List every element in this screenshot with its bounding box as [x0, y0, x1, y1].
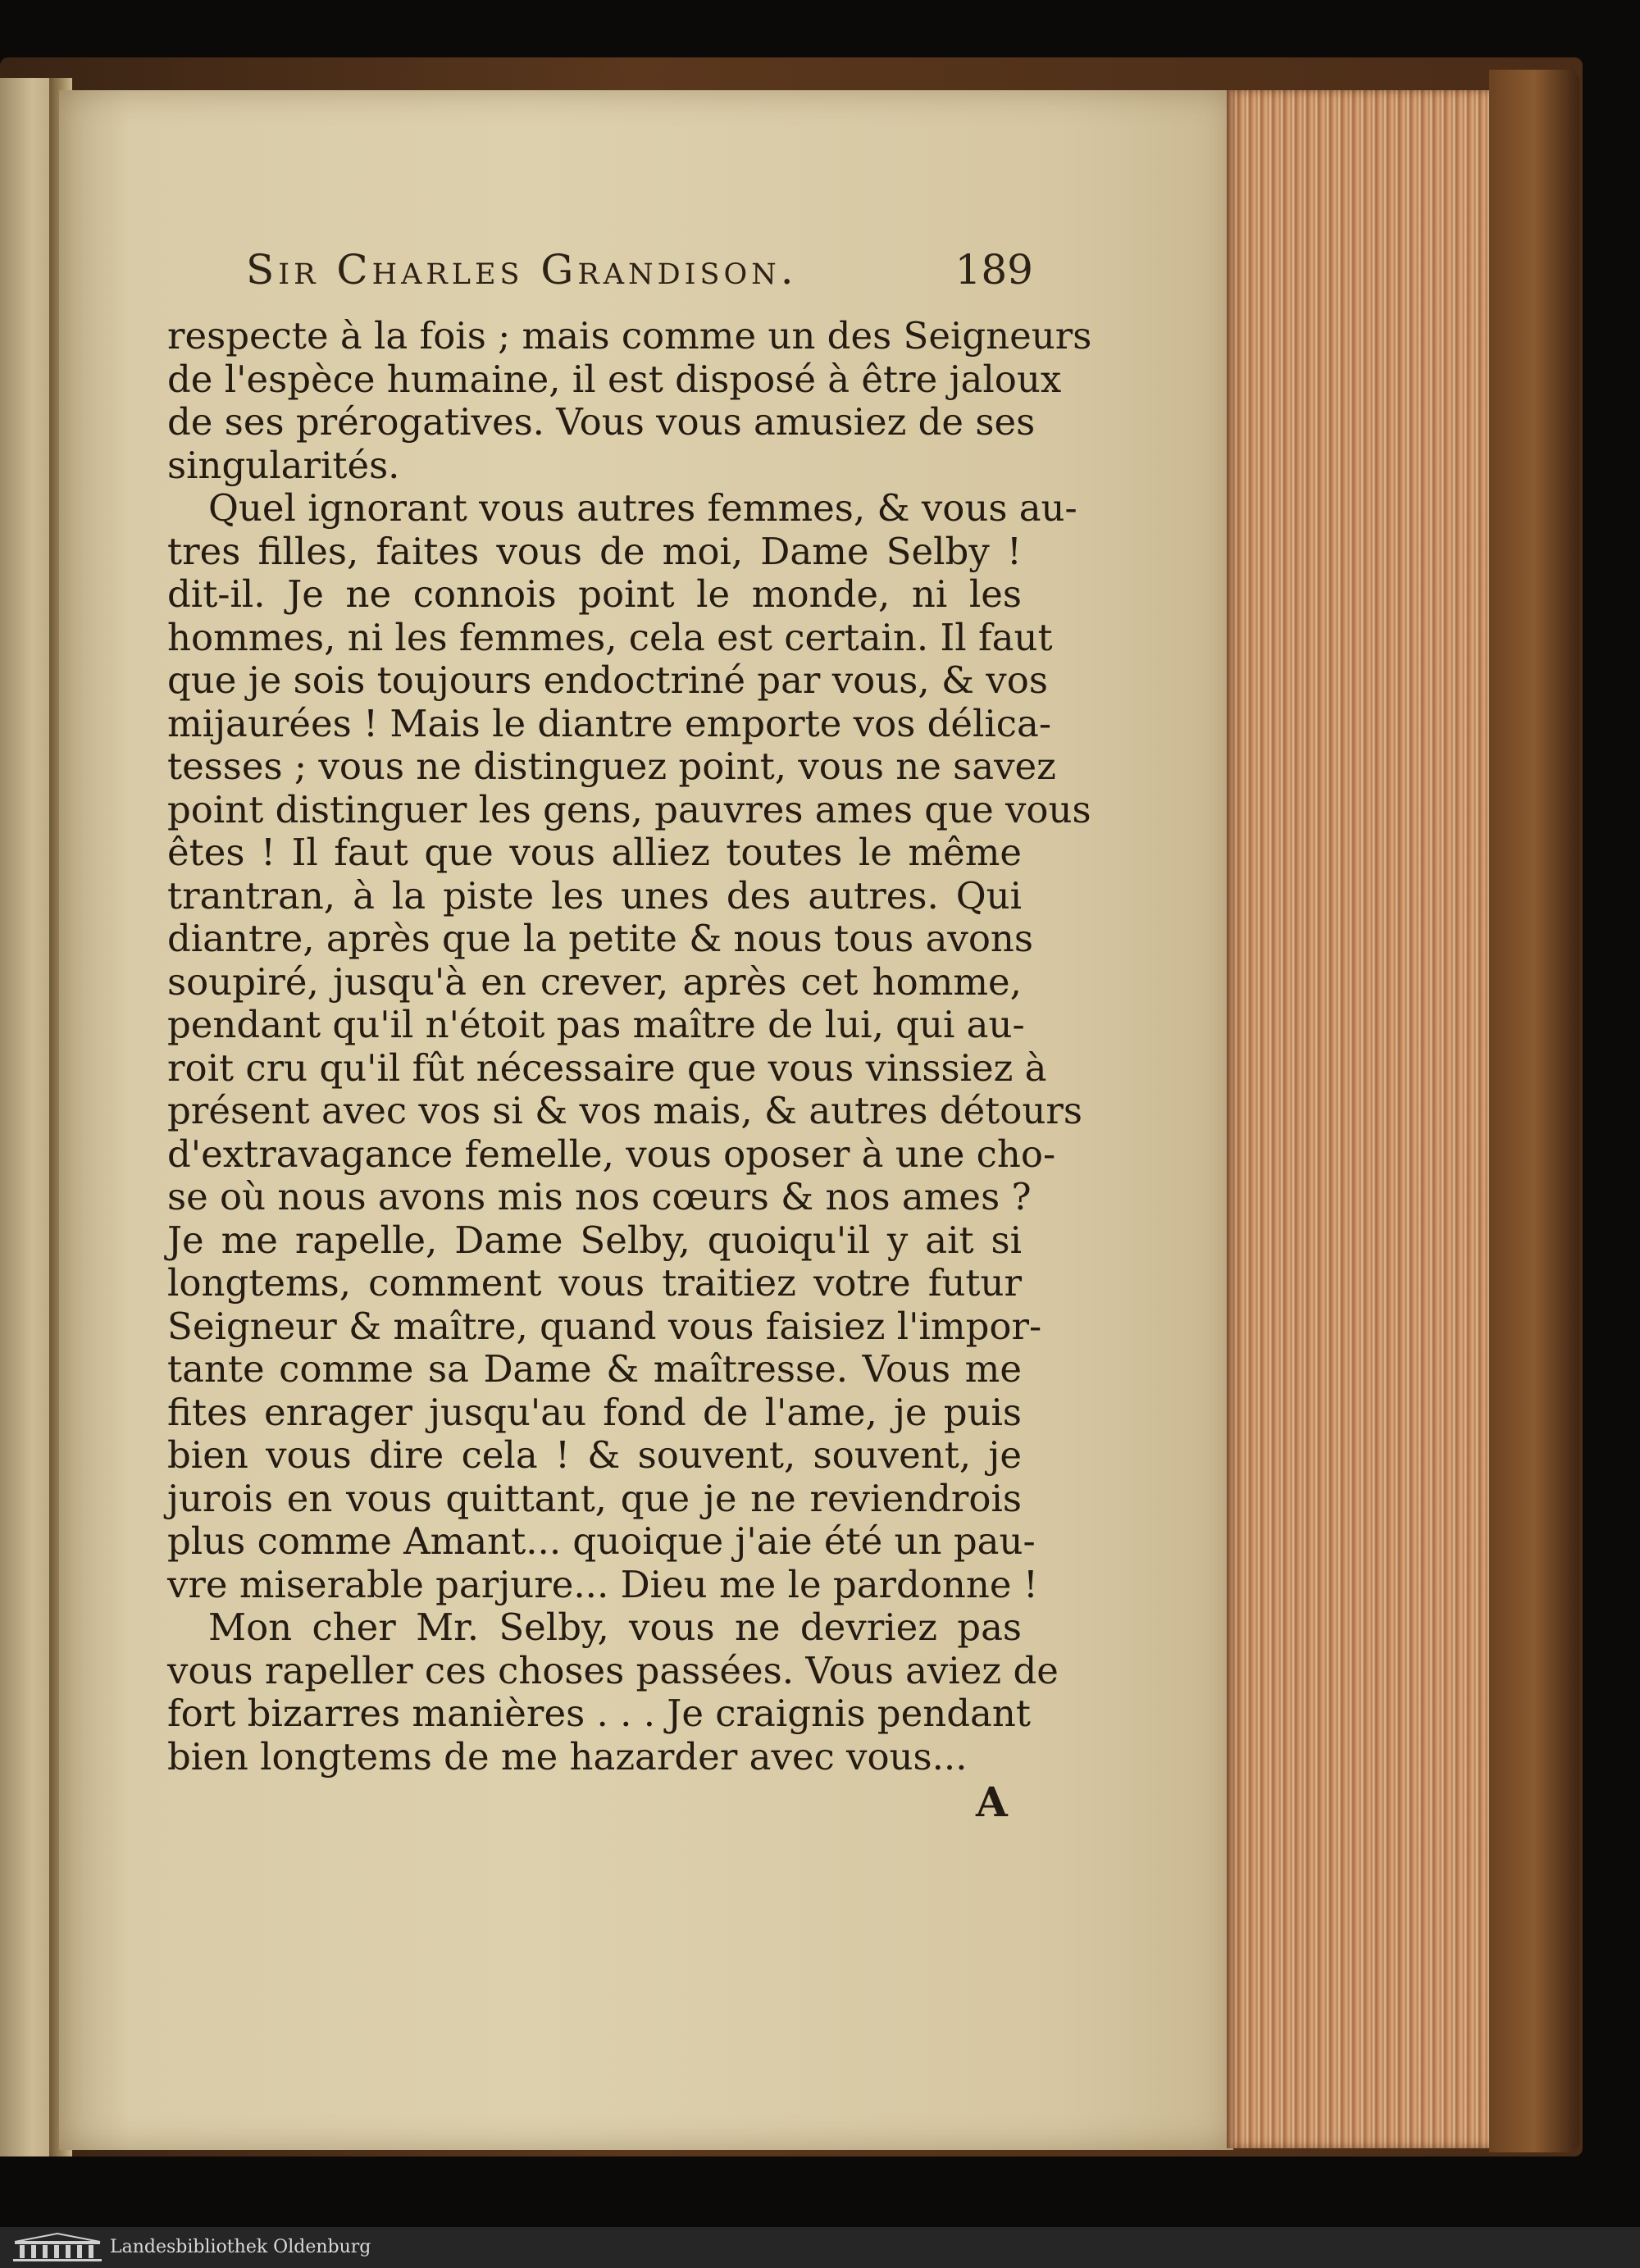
running-head-title: Sir Charles Grandison. [246, 246, 798, 294]
text-line: de l'espèce humaine, il est disposé à être jaloux [167, 357, 1062, 401]
text-line: singularités. [167, 443, 400, 487]
text-line: vre miserable parjure... Dieu me le pardonne ! [167, 1562, 1038, 1606]
text-line: longtems, comment vous traitiez votre futur [167, 1261, 1022, 1305]
text-line: présent avec vos si & vos mais, & autres détours [167, 1089, 1082, 1132]
text-block [167, 314, 1092, 1778]
text-line: d'extravagance femelle, vous oposer à une cho- [167, 1132, 1056, 1176]
cover-edge [1489, 70, 1579, 2152]
text-line: roit cru qu'il fût nécessaire que vous vinssiez à [167, 1045, 1047, 1090]
text-line: tesses ; vous ne distinguez point, vous ne savez [167, 745, 1056, 788]
text-line: fites enrager jusqu'au fond de l'ame, je puis [167, 1390, 1022, 1434]
text-line: bien longtems de me hazarder avec vous... [167, 1734, 968, 1778]
text-line: tante comme sa Dame & maîtresse. Vous me [167, 1347, 1022, 1391]
text-line: hommes, ni les femmes, cela est certain. Il faut [167, 615, 1053, 659]
text-line: se où nous avons mis nos cœurs & nos ames ? [167, 1175, 1032, 1218]
text-line: bien vous dire cela ! & souvent, souvent, je [167, 1433, 1022, 1477]
text-line: vous rapeller ces choses passées. Vous aviez de [167, 1648, 1059, 1692]
text-line: fort bizarres manières . . . Je craignis pendant [167, 1692, 1031, 1735]
catchword: A [976, 1778, 1008, 1826]
text-line: Je me rapelle, Dame Selby, quoiqu'il y ait si [167, 1218, 1022, 1262]
text-line: trantran, à la piste les unes des autres. Qui [167, 873, 1022, 918]
text-line: pendant qu'il n'étoit pas maître de lui, qui au- [167, 1003, 1025, 1046]
text-line: point distinguer les gens, pauvres ames que vous [167, 787, 1091, 831]
text-line: jurois en vous quittant, que je ne reviendrois [167, 1476, 1022, 1520]
text-line: diantre, après que la petite & nous tous avons [167, 917, 1033, 960]
text-line: respecte à la fois ; mais comme un des Seigneurs [167, 314, 1092, 358]
text-line: dit-il. Je ne connois point le monde, ni les [167, 572, 1022, 616]
footer-bar [0, 2227, 1640, 2268]
text-line: êtes ! Il faut que vous alliez toutes le même [167, 831, 1022, 874]
page-edges [1227, 90, 1489, 2148]
running-head [246, 246, 1033, 312]
library-name: Landesbibliothek Oldenburg [110, 2237, 371, 2257]
text-line: Mon cher Mr. Selby, vous ne devriez pas [208, 1605, 1022, 1649]
text-line: tres filles, faites vous de moi, Dame Selby ! [167, 529, 1022, 573]
text-line: Seigneur & maître, quand vous faisiez l'impor- [167, 1304, 1042, 1348]
text-line: Quel ignorant vous autres femmes, & vous au- [208, 486, 1077, 530]
text-line: de ses prérogatives. Vous vous amusiez de ses [167, 400, 1036, 444]
text-line: mijaurées ! Mais le diantre emporte vos délica- [167, 701, 1052, 745]
text-line: soupiré, jusqu'à en crever, après cet homme, [167, 959, 1022, 1004]
text-line: plus comme Amant... quoique j'aie été un pau- [167, 1519, 1036, 1563]
library-building-icon [10, 2232, 105, 2263]
text-line: que je sois toujours endoctriné par vous, & vos [167, 658, 1048, 702]
page-number: 189 [954, 246, 1033, 294]
